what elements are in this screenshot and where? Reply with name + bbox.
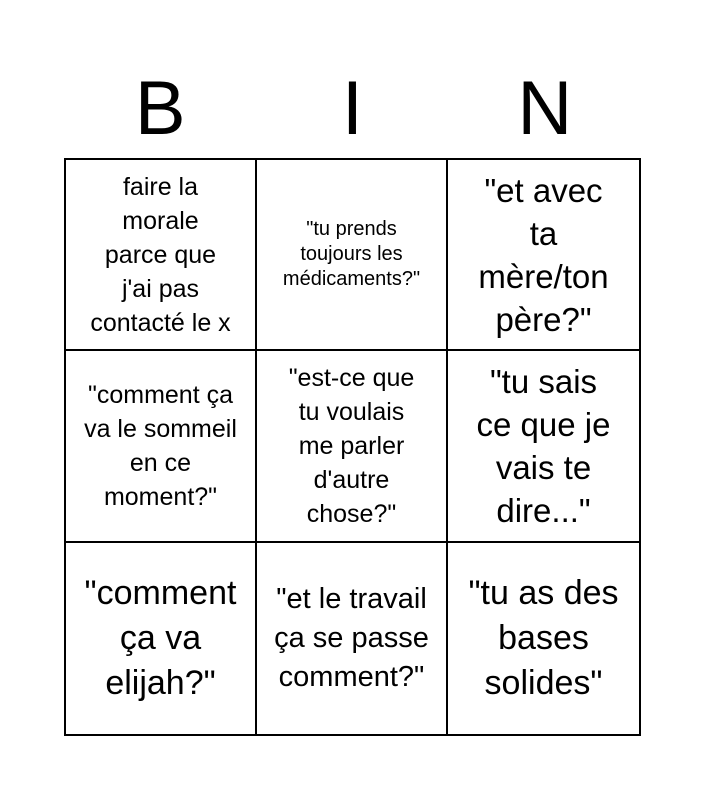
bingo-cell[interactable] [448,351,639,542]
cell-text: "tu prends toujours les médicaments?" [282,218,421,291]
header-letter-i: I [341,66,364,151]
cell-text: "tu sais ce que je vais te dire..." [476,362,611,529]
bingo-grid [64,158,641,736]
cell-text: faire la morale parce que j'ai pas contacté le x [90,172,231,337]
cell-text: "est-ce que tu voulais me parler d'autre chose?" [288,363,415,528]
bingo-cell[interactable] [257,543,448,734]
header-letter-n: N [517,66,573,151]
header-letter-b: B [134,66,186,151]
bingo-cell[interactable] [257,160,448,351]
cell-text: "comment ça va le sommeil en ce moment?" [84,380,237,511]
bingo-header [64,60,641,158]
cell-text: "tu as des bases solides" [468,573,619,702]
cell-text: "comment ça va elijah?" [84,573,237,702]
bingo-cell[interactable] [257,351,448,542]
bingo-cell[interactable] [448,160,639,351]
bingo-cell[interactable] [66,351,257,542]
bingo-cell[interactable] [448,543,639,734]
cell-text: "et le travail ça se passe comment?" [274,582,429,693]
bingo-cell[interactable] [66,160,257,351]
cell-text: "et avec ta mère/ton père?" [478,171,609,338]
bingo-cell[interactable] [66,543,257,734]
